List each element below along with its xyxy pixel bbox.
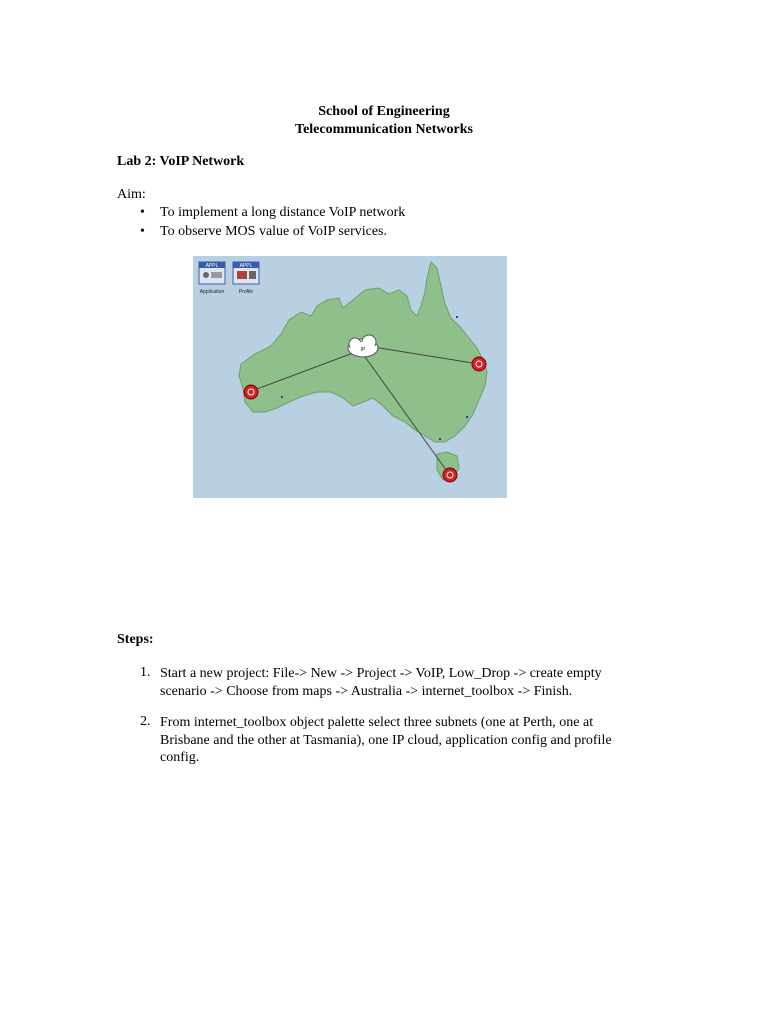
bullet-icon: •	[140, 205, 145, 220]
ip-cloud-icon[interactable]	[348, 335, 378, 357]
aim-item	[140, 224, 387, 240]
city-marker	[281, 396, 283, 398]
subnet-icon[interactable]	[443, 468, 457, 482]
australia-network-map	[193, 256, 507, 498]
city-marker	[439, 438, 441, 440]
lab-title: Lab 2: VoIP Network	[117, 154, 245, 169]
subnet-icon[interactable]	[472, 357, 486, 371]
step-line: Start a new project: File-> New -> Project -> VoIP, Low_Drop -> create empty	[160, 666, 602, 681]
step-line: scenario -> Choose from maps -> Australia -> internet_toolbox -> Finish.	[160, 683, 573, 699]
aim-item	[140, 205, 405, 221]
step-number: 1.	[140, 665, 151, 680]
profile-badge: APPL	[239, 263, 253, 269]
step-number: 2.	[140, 714, 151, 729]
bullet-icon: •	[140, 224, 145, 239]
step-text	[160, 665, 640, 700]
course-name: Telecommunication Networks	[295, 122, 473, 137]
school-name: School of Engineering	[318, 104, 450, 119]
subnet-icon[interactable]	[244, 385, 258, 399]
city-marker	[456, 316, 458, 318]
city-marker	[466, 416, 468, 418]
step-text	[160, 714, 640, 767]
aim-item-text: To implement a long distance VoIP network	[160, 205, 406, 220]
aim-item-text: To observe MOS value of VoIP services.	[160, 224, 388, 239]
profile-caption: Profile	[238, 289, 254, 295]
app-caption: Application	[199, 289, 225, 295]
network-map-figure	[193, 256, 507, 498]
step-line: From internet_toolbox object palette select three subnets (one at Perth, one at	[160, 715, 594, 730]
application-config-icon[interactable]	[199, 262, 225, 295]
cloud-label: IP	[360, 347, 366, 353]
step-line: Brisbane and the other at Tasmania), one IP cloud, application config and profile	[160, 732, 612, 748]
step-line: config.	[160, 750, 200, 765]
aim-label: Aim:	[117, 187, 146, 202]
steps-heading: Steps:	[117, 632, 154, 647]
app-badge: APPL	[205, 263, 219, 269]
